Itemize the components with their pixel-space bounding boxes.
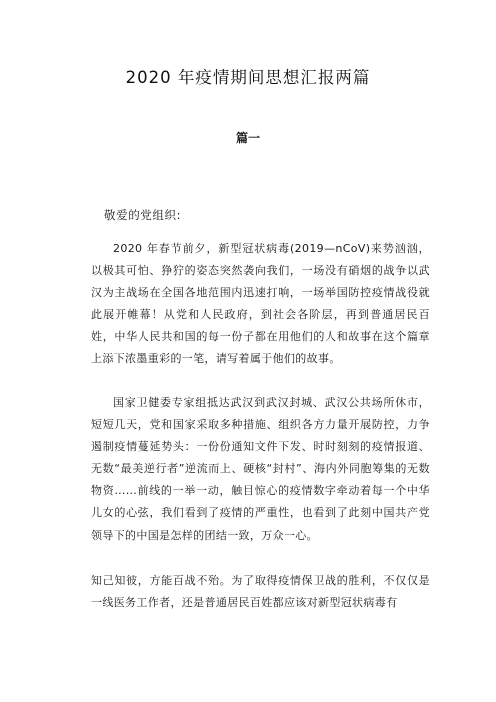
paragraph-1: 2020 年春节前夕，新型冠状病毒(2019—nCoV)来势汹汹，以极其可怕、狰狞的姿态突然袭向我们，一场没有硝烟的战争以武汉为主战场在全国各地范围内迅速打响，一场举国防控疫情战役就此展开帷幕！从党和人民政府，到社会各阶层，再到普通居民百姓，中华人民共和国的每一份子都在用他们的人和故事在这个篇章上添下浓墨重彩的一笔，请写着属于他们的故事。 bbox=[91, 242, 430, 366]
document-title: 2020 年疫情期间思想汇报两篇 bbox=[125, 68, 371, 87]
paragraph-3: 知己知彼，方能百战不殆。为了取得疫情保卫战的胜利，不仅仅是一线医务工作者，还是普通居民百姓都应该对新型冠状病毒有 bbox=[91, 574, 430, 610]
paragraph-2: 国家卫健委专家组抵达武汉到武汉封城、武汉公共场所休市，短短几天，党和国家采取多种措施、组织各方力量开展防控，力争遏制疫情蔓延势头：一份份通知文件下发、时时刻刻的疫情报道、无数“最美逆行者”逆流而上、硬核“封村”、海内外同胞筹集的无数物资……前线的一举一动，触目惊心的疫情数字牵动着每一个中华儿女的心弦，我们看到了疫情的严重性，也看到了此刻中国共产党领导下的中国是怎样的团结一致，万众一心。 bbox=[91, 396, 430, 542]
salutation: 敬爱的党组织: bbox=[104, 208, 182, 222]
section-heading: 篇一 bbox=[235, 131, 260, 145]
